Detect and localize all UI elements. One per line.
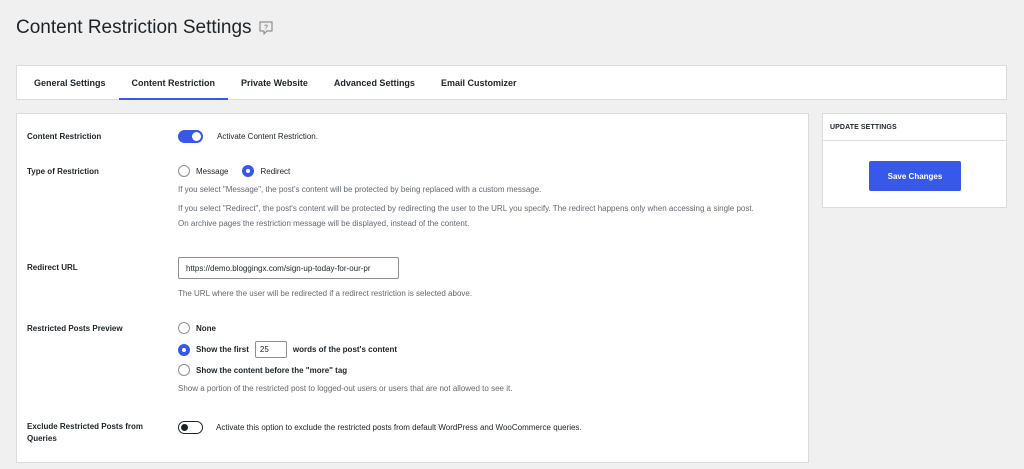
restriction-desc-message: If you select "Message", the post's content will be protected by being replaced with a custom message. [178, 185, 542, 194]
update-settings-box [822, 113, 1007, 208]
restricted-posts-preview-label: Restricted Posts Preview [27, 324, 123, 333]
update-settings-heading: UPDATE SETTINGS [823, 114, 1006, 141]
settings-panel [16, 113, 809, 463]
tab-advanced-settings[interactable]: Advanced Settings [333, 77, 415, 88]
content-restriction-label: Content Restriction [27, 132, 102, 141]
word-count-input[interactable] [255, 341, 287, 358]
type-of-restriction-label: Type of Restriction [27, 167, 99, 176]
tab-private-website[interactable]: Private Website [241, 77, 308, 88]
save-changes-button[interactable]: Save Changes [869, 161, 961, 191]
page-title-text: Content Restriction Settings [16, 17, 252, 38]
preview-more-radio[interactable] [178, 364, 190, 376]
preview-option-more-tag[interactable] [178, 364, 512, 376]
content-restriction-toggle[interactable] [178, 130, 203, 143]
exclude-queries-toggle-label: Activate this option to exclude the restricted posts from default WordPress and WooCommerce queries. [216, 423, 582, 432]
tab-email-customizer[interactable]: Email Customizer [440, 77, 517, 88]
radio-option-message[interactable] [178, 165, 228, 177]
preview-first-radio[interactable] [178, 344, 190, 356]
message-radio[interactable] [178, 165, 190, 177]
preview-none-label: None [196, 323, 216, 333]
preview-option-first-words[interactable] [178, 341, 512, 358]
redirect-url-input[interactable] [178, 257, 399, 279]
redirect-radio-label: Redirect [260, 166, 291, 176]
preview-more-label: Show the content before the "more" tag [196, 365, 348, 375]
tab-general-settings[interactable]: General Settings [34, 77, 106, 88]
svg-text:?: ? [263, 24, 268, 32]
message-radio-label: Message [196, 166, 229, 176]
restriction-desc-archive: On archive pages the restriction message will be displayed, instead of the content. [178, 219, 470, 228]
help-icon[interactable] [258, 20, 274, 36]
exclude-queries-label: Exclude Restricted Posts from Queries [27, 422, 144, 443]
tab-content-restriction[interactable]: Content Restriction [119, 66, 229, 99]
restricted-posts-preview-desc: Show a portion of the restricted post to logged-out users or users that are not allowed to see it. [178, 384, 513, 393]
preview-first-label: Show the first [196, 345, 249, 354]
preview-none-radio[interactable] [178, 322, 190, 334]
settings-tabs [16, 65, 1007, 100]
redirect-radio[interactable] [242, 165, 254, 177]
restriction-desc-redirect: If you select "Redirect", the post's content will be protected by redirecting the user to the URL you specify. The redirect happens only when accessing a single post. [178, 204, 754, 213]
radio-option-redirect[interactable] [242, 165, 290, 177]
redirect-url-label: Redirect URL [27, 263, 78, 272]
preview-first-suffix: words of the post's content [292, 345, 398, 354]
redirect-url-desc: The URL where the user will be redirected if a redirect restriction is selected above. [178, 289, 473, 298]
page-title [16, 17, 274, 39]
exclude-queries-toggle[interactable] [178, 421, 203, 434]
content-restriction-toggle-label: Activate Content Restriction. [217, 132, 318, 141]
preview-option-none[interactable] [178, 322, 512, 334]
